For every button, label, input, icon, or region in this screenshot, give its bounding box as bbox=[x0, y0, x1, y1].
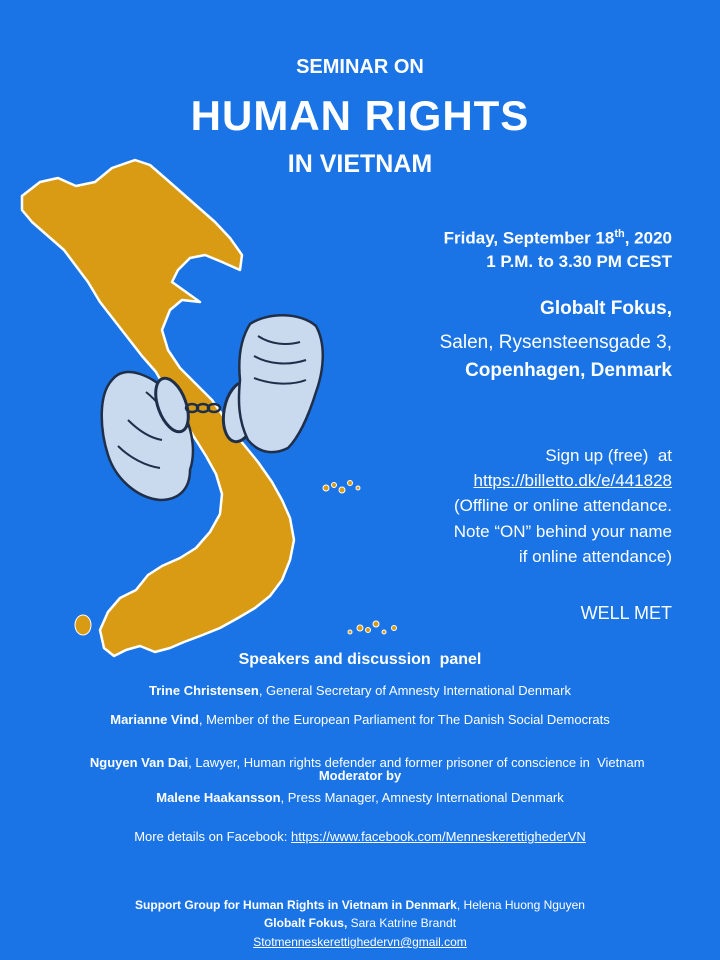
facebook-label: More details on Facebook: bbox=[134, 829, 291, 844]
panel-heading: Speakers and discussion panel bbox=[238, 651, 482, 668]
event-time: 1 P.M. to 3.30 PM CEST bbox=[486, 252, 672, 271]
moderator-heading: Moderator by bbox=[318, 768, 402, 783]
speaker-1-desc: , General Secretary of Amnesty International Denmark bbox=[258, 683, 571, 698]
event-date bbox=[444, 228, 672, 249]
event-date-suffix: , 2020 bbox=[624, 228, 672, 248]
moderator-name: Malene Haakansson bbox=[156, 790, 281, 805]
event-date-prefix: Friday, September 18 bbox=[443, 228, 615, 248]
footer-org1-name: Support Group for Human Rights in Vietnam in Denmark bbox=[135, 898, 457, 912]
signup-note-3: if online attendance) bbox=[518, 547, 672, 566]
footer-org1-contact: , Helena Huong Nguyen bbox=[456, 898, 585, 912]
signup-link[interactable]: https://billetto.dk/e/441828 bbox=[473, 471, 672, 490]
title-main: HUMAN RIGHTS bbox=[190, 92, 530, 139]
title-line1: SEMINAR ON bbox=[296, 56, 424, 78]
footer-org2-contact: Sara Katrine Brandt bbox=[347, 916, 457, 930]
venue-name: Globalt Fokus, bbox=[540, 298, 672, 319]
title-line3: IN VIETNAM bbox=[287, 150, 433, 178]
signup-text: Sign up (free) at bbox=[545, 446, 672, 465]
speaker-3-desc: , Lawyer, Human rights defender and former prisoner of conscience in Vietnam bbox=[188, 755, 645, 770]
facebook-link[interactable]: https://www.facebook.com/MenneskerettighederVN bbox=[291, 829, 586, 844]
speaker-3-name: Nguyen Van Dai bbox=[89, 755, 189, 770]
speaker-2 bbox=[0, 712, 720, 727]
footer-email-link[interactable]: Stotmenneskerettighedervn@gmail.com bbox=[253, 935, 467, 949]
facebook-line bbox=[0, 829, 720, 844]
venue-address: Salen, Rysensteensgade 3, bbox=[439, 332, 672, 353]
venue-city: Copenhagen, Denmark bbox=[465, 360, 672, 381]
moderator bbox=[0, 790, 720, 805]
footer-org2 bbox=[0, 916, 720, 930]
speaker-2-desc: , Member of the European Parliament for The Danish Social Democrats bbox=[198, 712, 610, 727]
footer-org2-name: Globalt Fokus, bbox=[263, 916, 348, 930]
signup-note-2: Note “ON” behind your name bbox=[453, 522, 672, 541]
speaker-1 bbox=[0, 683, 720, 698]
footer-org1 bbox=[0, 898, 720, 912]
moderator-desc: , Press Manager, Amnesty International Denmark bbox=[280, 790, 564, 805]
signup-note-1: (Offline or online attendance. bbox=[454, 496, 672, 515]
event-date-sup: th bbox=[614, 228, 625, 240]
well-met-text: WELL MET bbox=[580, 603, 672, 623]
speaker-1-name: Trine Christensen bbox=[149, 683, 259, 698]
speaker-2-name: Marianne Vind bbox=[110, 712, 199, 727]
